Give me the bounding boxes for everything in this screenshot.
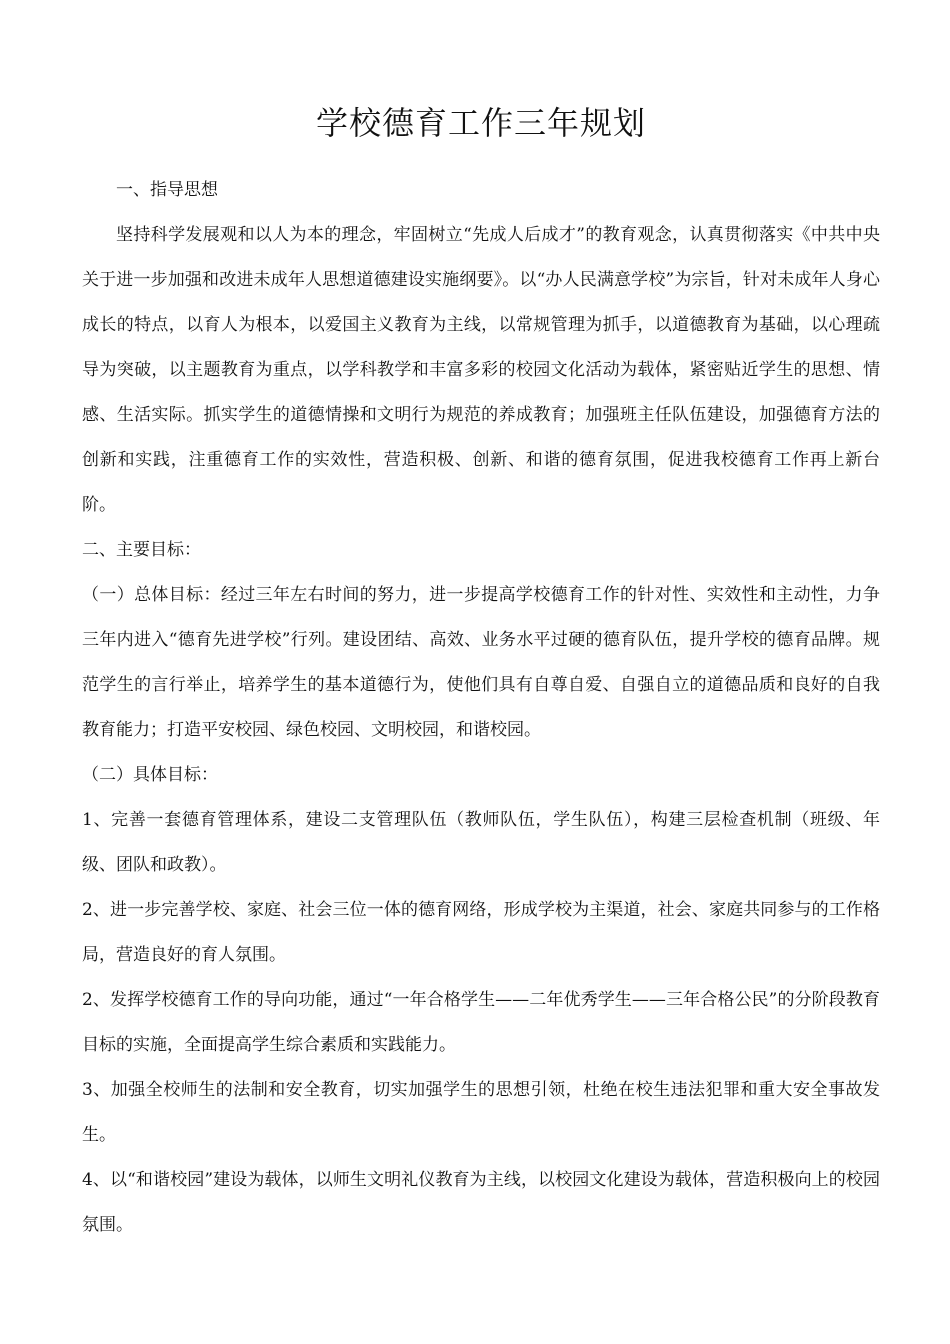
document-title: 学校德育工作三年规划 xyxy=(315,104,646,142)
paragraph-guiding-ideology: 坚持科学发展观和以人为本的理念，牢固树立“先成人后成才”的教育观念，认真贯彻落实《中共中央关于进一步加强和改进未成年人思想道德建设实施纲要》。以“办人民满意学校”为宗旨，针对未成年人身心成长的特点，以育人为根本，以爱国主义教育为主线，以常规管理为抓手，以道德教育为基础，以心理疏导为突破，以主题教育为重点，以学科教学和丰富多彩的校园文化活动为载体，紧密贴近学生的思想、情感、生活实际。抓实学生的道德情操和文明行为规范的养成教育；加强班主任队伍建设，加强德育方法的创新和实践，注重德育工作的实效性，营造积极、创新、和谐的德育氛围，促进我校德育工作再上新台阶。 xyxy=(82,225,880,515)
list-item-goal-3: 3、加强全校师生的法制和安全教育，切实加强学生的思想引领，杜绝在校生违法犯罪和重大安全事故发生。 xyxy=(82,1080,880,1145)
section-heading-guiding-ideology: 一、指导思想 xyxy=(116,180,218,200)
list-item-goal-2b: 2、发挥学校德育工作的导向功能，通过“一年合格学生——二年优秀学生——三年合格公民”的分阶段教育目标的实施，全面提高学生综合素质和实践能力。 xyxy=(82,990,880,1055)
paragraph-overall-goal: （一）总体目标：经过三年左右时间的努力，进一步提高学校德育工作的针对性、实效性和主动性，力争三年内进入“德育先进学校”行列。建设团结、高效、业务水平过硬的德育队伍，提升学校的德育品牌。规范学生的言行举止，培养学生的基本道德行为，使他们具有自尊自爱、自强自立的道德品质和良好的自我教育能力；打造平安校园、绿色校园、文明校园，和谐校园。 xyxy=(82,585,880,740)
list-item-goal-4: 4、以“和谐校园”建设为载体，以师生文明礼仪教育为主线，以校园文化建设为载体，营造积极向上的校园氛围。 xyxy=(82,1170,880,1235)
list-item-goal-2a: 2、进一步完善学校、家庭、社会三位一体的德育网络，形成学校为主渠道，社会、家庭共同参与的工作格局，营造良好的育人氛围。 xyxy=(82,900,880,965)
subheading-specific-goals: （二）具体目标： xyxy=(82,765,218,785)
list-item-goal-1: 1、完善一套德育管理体系，建设二支管理队伍（教师队伍，学生队伍），构建三层检查机制（班级、年级、团队和政教）。 xyxy=(82,810,880,875)
section-heading-main-goals: 二、主要目标： xyxy=(82,540,201,560)
